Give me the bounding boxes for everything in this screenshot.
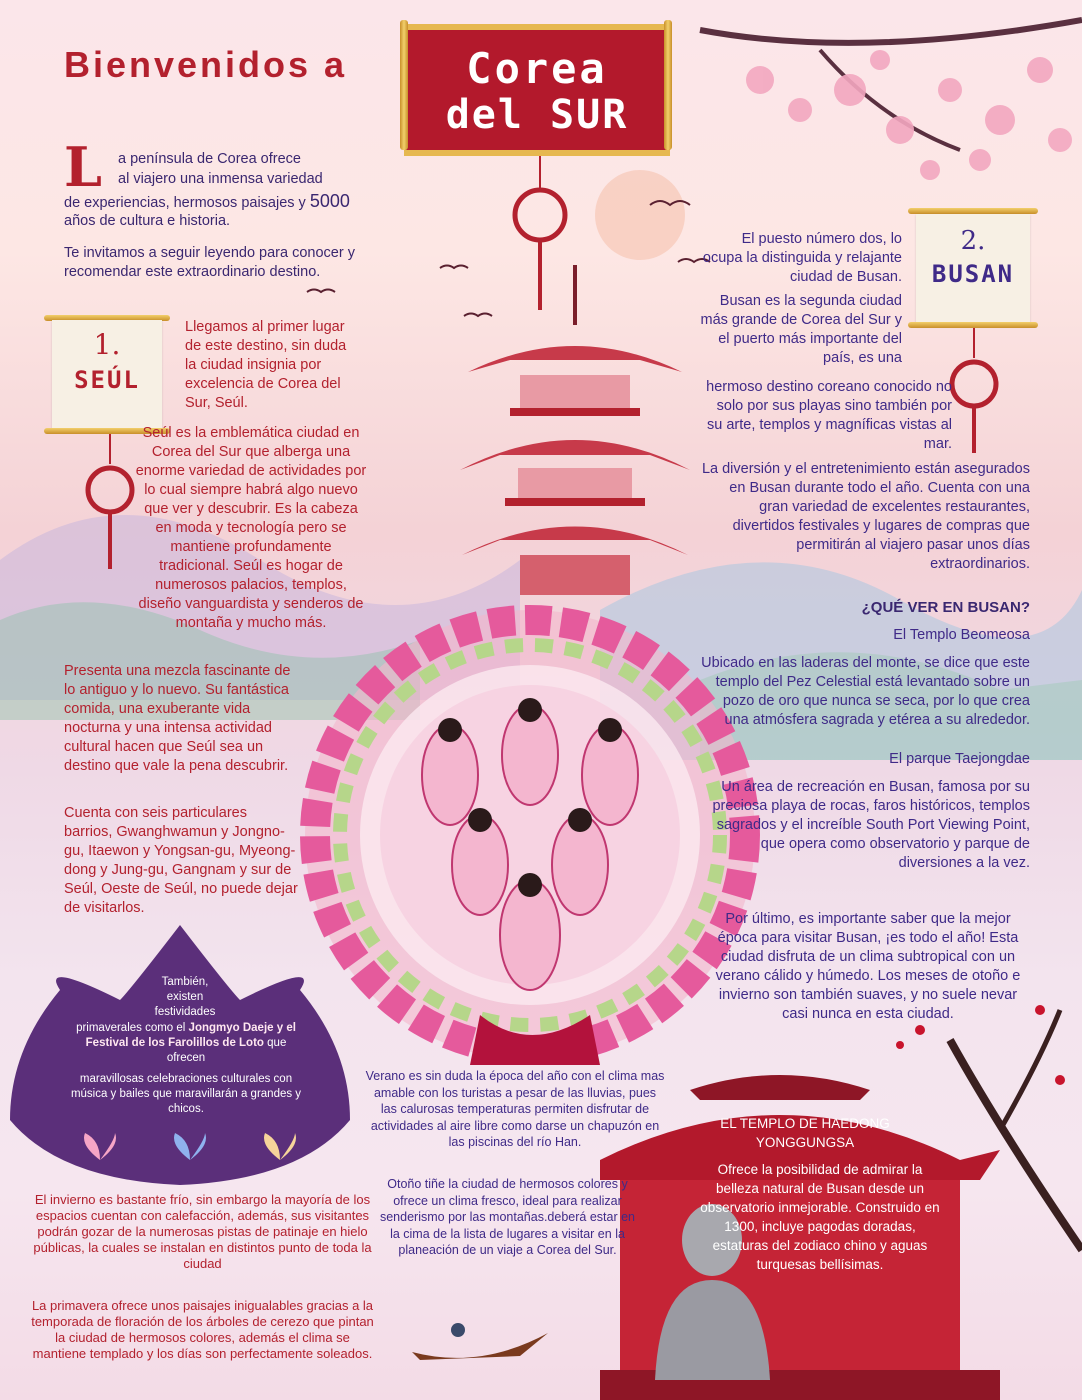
lotus-text-3: maravillosas celebraciones culturales con música y bailes que maravillarán a grandes y chicos. <box>70 1073 302 1115</box>
summer-paragraph: Verano es sin duda la época del año con el clima mas amable con los turistas a pesar de las lluvias, pues las calurosas temperaturas permiten disfrutar de actividades al aire libre como darse un chapuzón en las piscinas del río Han. <box>365 1069 665 1149</box>
spring-paragraph: La primavera ofrece unos paisajes inigualables gracias a la temporada de floración de los árboles de cerezo que pintan la ciudad de hermosos colores, además el clima se mantiene templado y los días son perfectamente soleados. <box>31 1298 374 1361</box>
seoul-number: 1. <box>93 328 121 361</box>
intro-line-3: de experiencias, hermosos paisajes y 5000 <box>64 191 350 211</box>
lotus-text-2: primaverales como el Jongmyo Daeje y el Festival de los Farolillos de Loto que ofrecen <box>76 1022 296 1064</box>
beomeosa-text: Ubicado en las laderas del monte, se dice que este templo del Pez Celestial está levantado sobre un pozo de oro que nunca se seca, por lo que crea una atmósfera sagrada y etérea a su alrededor. <box>701 655 1030 728</box>
seoul-paragraph-2: Seúl es la emblemática ciudad en Corea del Sur que alberga una enorme variedad de actividades por lo cual siempre habrá algo nuevo que ver y descubrir. Es la cabeza en moda y tecnología pero se mantiene profundamente tradicional. Seúl es hogar de numerosos palacios, templos, diseño vanguardista y senderos de montaña y mucho más. <box>135 425 367 631</box>
knot-ornament-center <box>505 140 575 320</box>
scroll-busan <box>916 214 1030 326</box>
beomeosa-title: El Templo Beomeosa <box>893 627 1030 643</box>
winter-paragraph: El invierno es bastante frío, sin embargo la mayoría de los espacios cuentan con calefacción, además, sus visitantes podrán gozar de la numerosas pistas de patinaje en hielo públicas, la cuales se instalan en distintos punto de toda la ciudad <box>33 1192 372 1271</box>
temple-text: Ofrece la posibilidad de admirar la belleza natural de Busan desde un observatorio inmejorable. Construido en 1300, incluye pagodas doradas, estaturas del zodiaco chino y aguas turquesas bellísimas. <box>700 1162 940 1272</box>
drop-cap: L <box>64 135 102 199</box>
lotus-text-1: También, existen festividades <box>154 976 216 1018</box>
temple-title: EL TEMPLO DE HAEDONG YONGGUNGSA <box>720 1116 890 1150</box>
busan-name: BUSAN <box>931 260 1015 288</box>
banner-pole-right <box>664 20 672 150</box>
fan-dancers-photo <box>300 595 760 1075</box>
knot-ornament-busan <box>944 328 1004 458</box>
busan-number: 2. <box>960 226 986 256</box>
busan-paragraph-2b: hermoso destino coreano conocido no solo por sus playas sino también por su arte, templos y magníficas vistas al mar. <box>706 379 952 452</box>
intro-line-2: al viajero una inmensa variedad <box>118 171 323 187</box>
seoul-paragraph-3: Presenta una mezcla fascinante de lo antiguo y lo nuevo. Su fantástica comida, una exuberante vida nocturna y una intensa actividad cultural hacen que Seúl sea un destino que vale la pena descubrir. <box>64 663 291 774</box>
lotus-lanterns-icons <box>70 1125 310 1165</box>
busan-paragraph-1: El puesto número dos, lo ocupa la distinguida y relajante ciudad de Busan. <box>702 231 902 285</box>
taejongdae-text: Un área de recreación en Busan, famosa por su preciosa playa de rocas, faros históricos, templos sagrados y el increíble South Port Viewing Point, que opera como observatorio y parque de diversiones a la vez. <box>712 779 1030 871</box>
title-banner <box>404 24 670 156</box>
scroll-seoul <box>52 320 162 430</box>
best-season-paragraph: Por último, es importante saber que la mejor época para visitar Busan, ¡es todo el año! Esta ciudad disfruta de un clima subtropical con un verano cálido y húmedo. Los meses de otoño e invierno son también suaves, y no suele nevar casi nunca en esta ciudad. <box>715 911 1021 1022</box>
seoul-paragraph-4: Cuenta con seis particulares barrios, Gwanghwamun y Jongno-gu, Itaewon y Yongsan-gu, Myeong-dong y Jung-gu, Gangnam y sur de Seúl, Oeste de Seúl, no puede dejar de visitarlos. <box>64 805 298 916</box>
seoul-paragraph-1: Llegamos al primer lugar de este destino, sin duda la ciudad insignia por excelencia de Corea del Sur, Seúl. <box>185 319 347 411</box>
page-title: Bienvenidos a <box>64 44 348 85</box>
busan-subheading: ¿QUÉ VER EN BUSAN? <box>861 599 1030 616</box>
pagoda-illustration <box>460 265 690 595</box>
banner-pole-left <box>400 20 408 150</box>
taejongdae-title: El parque Taejongdae <box>889 751 1030 767</box>
autumn-paragraph: Otoño tiñe la ciudad de hermosos colores y ofrece un clima fresco, ideal para realizar senderismo por las montañas.deberá estar en la cima de la lista de lugares a visitar en la planeación de un viaje a Corea del Sur. <box>379 1177 635 1257</box>
banner-line-1: Corea <box>466 44 608 93</box>
knot-ornament-seoul <box>80 434 140 574</box>
seoul-name: SEÚL <box>74 366 140 394</box>
busan-paragraph-3: La diversión y el entretenimiento están asegurados en Busan durante todo el año. Cuenta con una gran variedad de excelentes restaurantes, divertidos festivales y lugares de compras que permitirán al viajero pasar unos días extraordinarios. <box>701 461 1030 572</box>
banner-line-2: del SUR <box>445 92 629 138</box>
intro-paragraph-2: Te invitamos a seguir leyendo para conocer y recomendar este extraordinario destino. <box>64 245 355 280</box>
sun-icon <box>595 170 685 260</box>
intro-line-1: a península de Corea ofrece <box>118 151 301 167</box>
intro-line-4: años de cultura e historia. <box>64 213 231 229</box>
busan-paragraph-2a: Busan es la segunda ciudad más grande de Corea del Sur y el puerto más importante del país, es una <box>700 293 902 366</box>
